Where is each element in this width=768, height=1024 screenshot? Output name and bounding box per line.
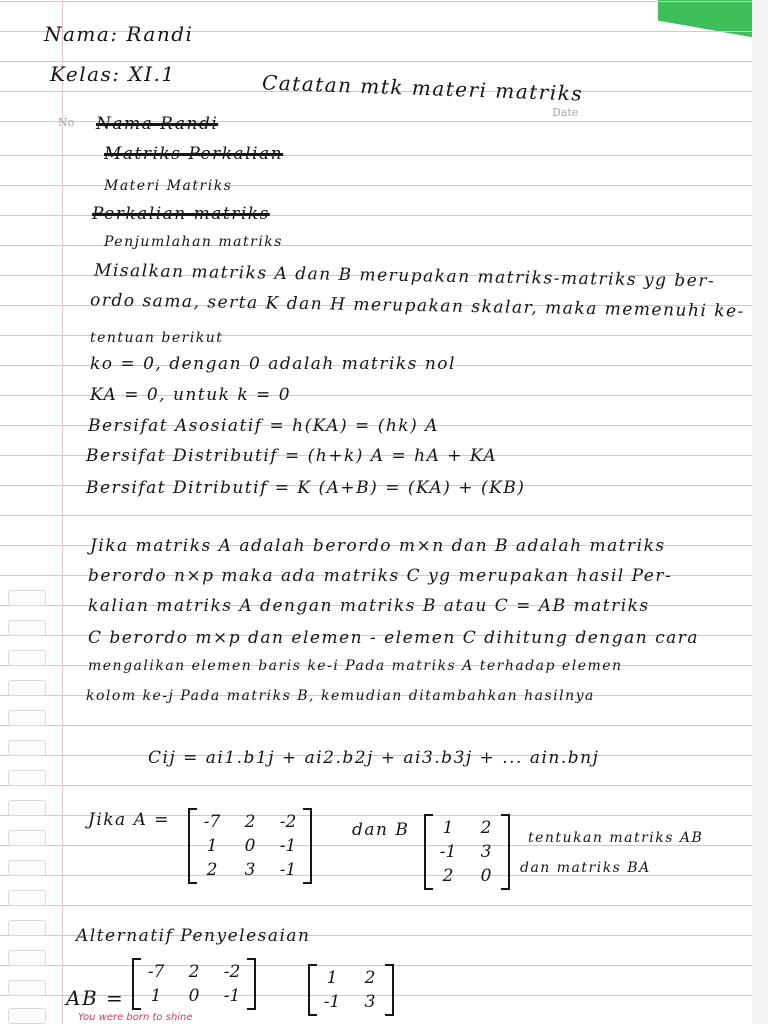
list-item: Perkalian matriks: [92, 204, 270, 224]
text-line: Bersifat Asosiatif = h(KA) = (hk) A: [88, 416, 439, 436]
class-line: Kelas: XI.1: [50, 62, 176, 86]
footer-note: You were born to shine: [78, 1012, 193, 1023]
matrix-cell: 2: [244, 812, 256, 832]
text-line: mengalikan elemen baris ke-i Pada matriks A terhadap elemen: [88, 658, 623, 674]
name-line: Nama: Randi: [44, 22, 194, 46]
matrix-cell: 1: [206, 836, 218, 856]
ab-label: AB =: [66, 986, 125, 1010]
text-line: KA = 0, untuk k = 0: [90, 385, 292, 405]
matrix-b: [424, 814, 510, 890]
matrix-cell: 2: [364, 968, 376, 988]
matrix-cell: -2: [279, 812, 297, 832]
matrix-cell: 2: [480, 818, 492, 838]
text-line: Bersifat Ditributif = K (A+B) = (KA) + (KB): [86, 478, 526, 498]
matrix-cell: 0: [244, 836, 256, 856]
page-edge: [752, 0, 768, 1024]
matrix-cell: 1: [150, 986, 162, 1006]
example-label-dan-b: dan B: [352, 820, 410, 840]
text-line: kolom ke-j Pada matriks B, kemudian ditambahkan hasilnya: [86, 688, 595, 704]
no-label: No: [58, 116, 75, 129]
text-line: tentuan berikut: [90, 330, 224, 346]
matrix-cell: -2: [223, 962, 241, 982]
example-note-1: tentukan matriks AB: [528, 830, 704, 846]
text-line: Jika matriks A adalah berordo m×n dan B adalah matriks: [90, 536, 666, 556]
matrix-cell: -7: [147, 962, 165, 982]
text-line: ordo sama, serta K dan H merupakan skalar, maka memenuhi ke-: [89, 290, 746, 322]
matrix-cell: 3: [244, 860, 256, 880]
text-line: C berordo m×p dan elemen - elemen C dihitung dengan cara: [88, 628, 700, 648]
matrix-cell: 2: [206, 860, 218, 880]
example-label-a: Jika A =: [88, 810, 171, 830]
margin-line: [62, 0, 63, 1024]
matrix-cell: -1: [223, 986, 241, 1006]
matrix-cell: -1: [279, 836, 297, 856]
list-item: Materi Matriks: [104, 178, 233, 194]
matrix-cell: 2: [188, 962, 200, 982]
matrix-cell: 1: [326, 968, 338, 988]
alternatif-heading: Alternatif Penyelesaian: [76, 926, 311, 946]
page-title: Catatan mtk materi matriks: [261, 70, 584, 106]
alt-matrix-right: [308, 964, 394, 1016]
matrix-cell: -1: [279, 860, 297, 880]
text-line: berordo n×p maka ada matriks C yg merupakan hasil Per-: [88, 566, 673, 586]
text-line: kalian matriks A dengan matriks B atau C = AB matriks: [88, 596, 650, 616]
matrix-cell: 3: [480, 842, 492, 862]
text-line: ko = 0, dengan 0 adalah matriks nol: [90, 354, 456, 374]
list-item: Matriks Perkalian: [104, 144, 284, 164]
matrix-cell: -7: [203, 812, 221, 832]
binding-holes: [0, 0, 58, 1024]
product-formula: Cij = ai1.b1j + ai2.b2j + ai3.b3j + ... ain.bnj: [148, 748, 600, 768]
matrix-cell: -1: [439, 842, 457, 862]
text-line: Bersifat Distributif = (h+k) A = hA + KA: [86, 446, 498, 466]
matrix-cell: 0: [480, 866, 492, 886]
matrix-cell: 2: [442, 866, 454, 886]
matrix-cell: 1: [442, 818, 454, 838]
list-item: Penjumlahan matriks: [104, 234, 283, 250]
matrix-a: [188, 808, 312, 884]
text-line: Misalkan matriks A dan B merupakan matriks-matriks yg ber-: [93, 260, 716, 292]
list-item: Nama Randi: [96, 114, 219, 134]
matrix-cell: 0: [188, 986, 200, 1006]
example-note-2: dan matriks BA: [520, 860, 651, 876]
matrix-cell: -1: [323, 992, 341, 1012]
alt-matrix-left: [132, 958, 256, 1010]
date-label: Date: [552, 106, 579, 119]
matrix-cell: 3: [364, 992, 376, 1012]
